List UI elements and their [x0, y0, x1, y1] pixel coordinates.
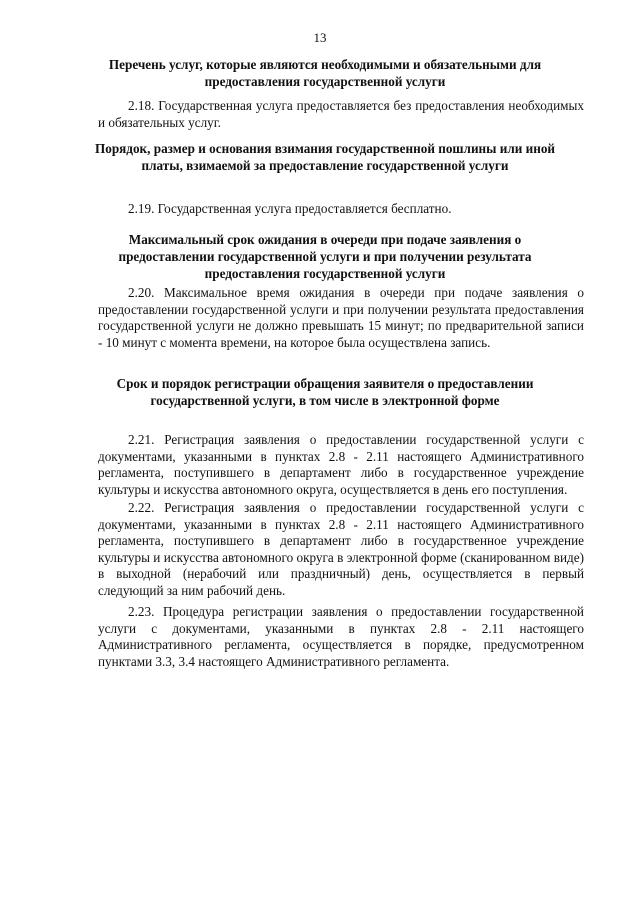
section-heading-required-services: Перечень услуг, которые являются необходимыми и обязательными для предоставления государственной услуги — [108, 57, 542, 89]
paragraph-2-23: 2.23. Процедура регистрации заявления о предоставлении государственной услуги с документами, указанными в пунктах 2.8 - 2.11 настоящего Административного регламента, осуществляется в порядке, предусмотренном пунктами 3.3, 3.4 настоящего Административного регламента. — [98, 604, 584, 669]
paragraph-2-18: 2.18. Государственная услуга предоставляется без предоставления необходимых и обязательных услуг. — [98, 98, 584, 130]
page-number: 13 — [313, 30, 327, 45]
paragraph-2-19: 2.19. Государственная услуга предоставляется бесплатно. — [128, 201, 452, 216]
paragraph-2-21: 2.21. Регистрация заявления о предоставлении государственной услуги с документами, указанными в пунктах 2.8 - 2.11 настоящего Административного регламента, поступившего в департамент либо в государственное учреждение культуры и искусства автономного округа, осуществляется в день его поступления. — [98, 432, 584, 497]
section-heading-registration: Срок и порядок регистрации обращения заявителя о предоставлении государственной услуги, в том числе в электронной форме — [116, 376, 534, 408]
section-heading-fees: Порядок, размер и основания взимания государственной пошлины или иной платы, взимаемой за предоставление государственной услуги — [94, 141, 556, 173]
paragraph-2-22: 2.22. Регистрация заявления о предоставлении государственной услуги с документами, указанными в пунктах 2.8 - 2.11 настоящего Административного регламента, поступившего в департамент либо в государственное учреждение культуры и искусства автономного округа в электронной форме (сканированном виде) в выходной (нерабочий или праздничный) день, осуществляется в первый следующий за ним рабочий день. — [98, 500, 584, 598]
paragraph-2-20: 2.20. Максимальное время ожидания в очереди при подаче заявления о предоставлении государственной услуги и при получении результата предоставления государственной услуги не должно превышать 15 минут; по предварительной записи - 10 минут с момента времени, на которое была осуществлена запись. — [98, 285, 584, 350]
section-heading-waiting-time: Максимальный срок ожидания в очереди при подаче заявления о предоставлении государственной услуги и при получении результата предоставления государственной услуги — [118, 232, 532, 281]
